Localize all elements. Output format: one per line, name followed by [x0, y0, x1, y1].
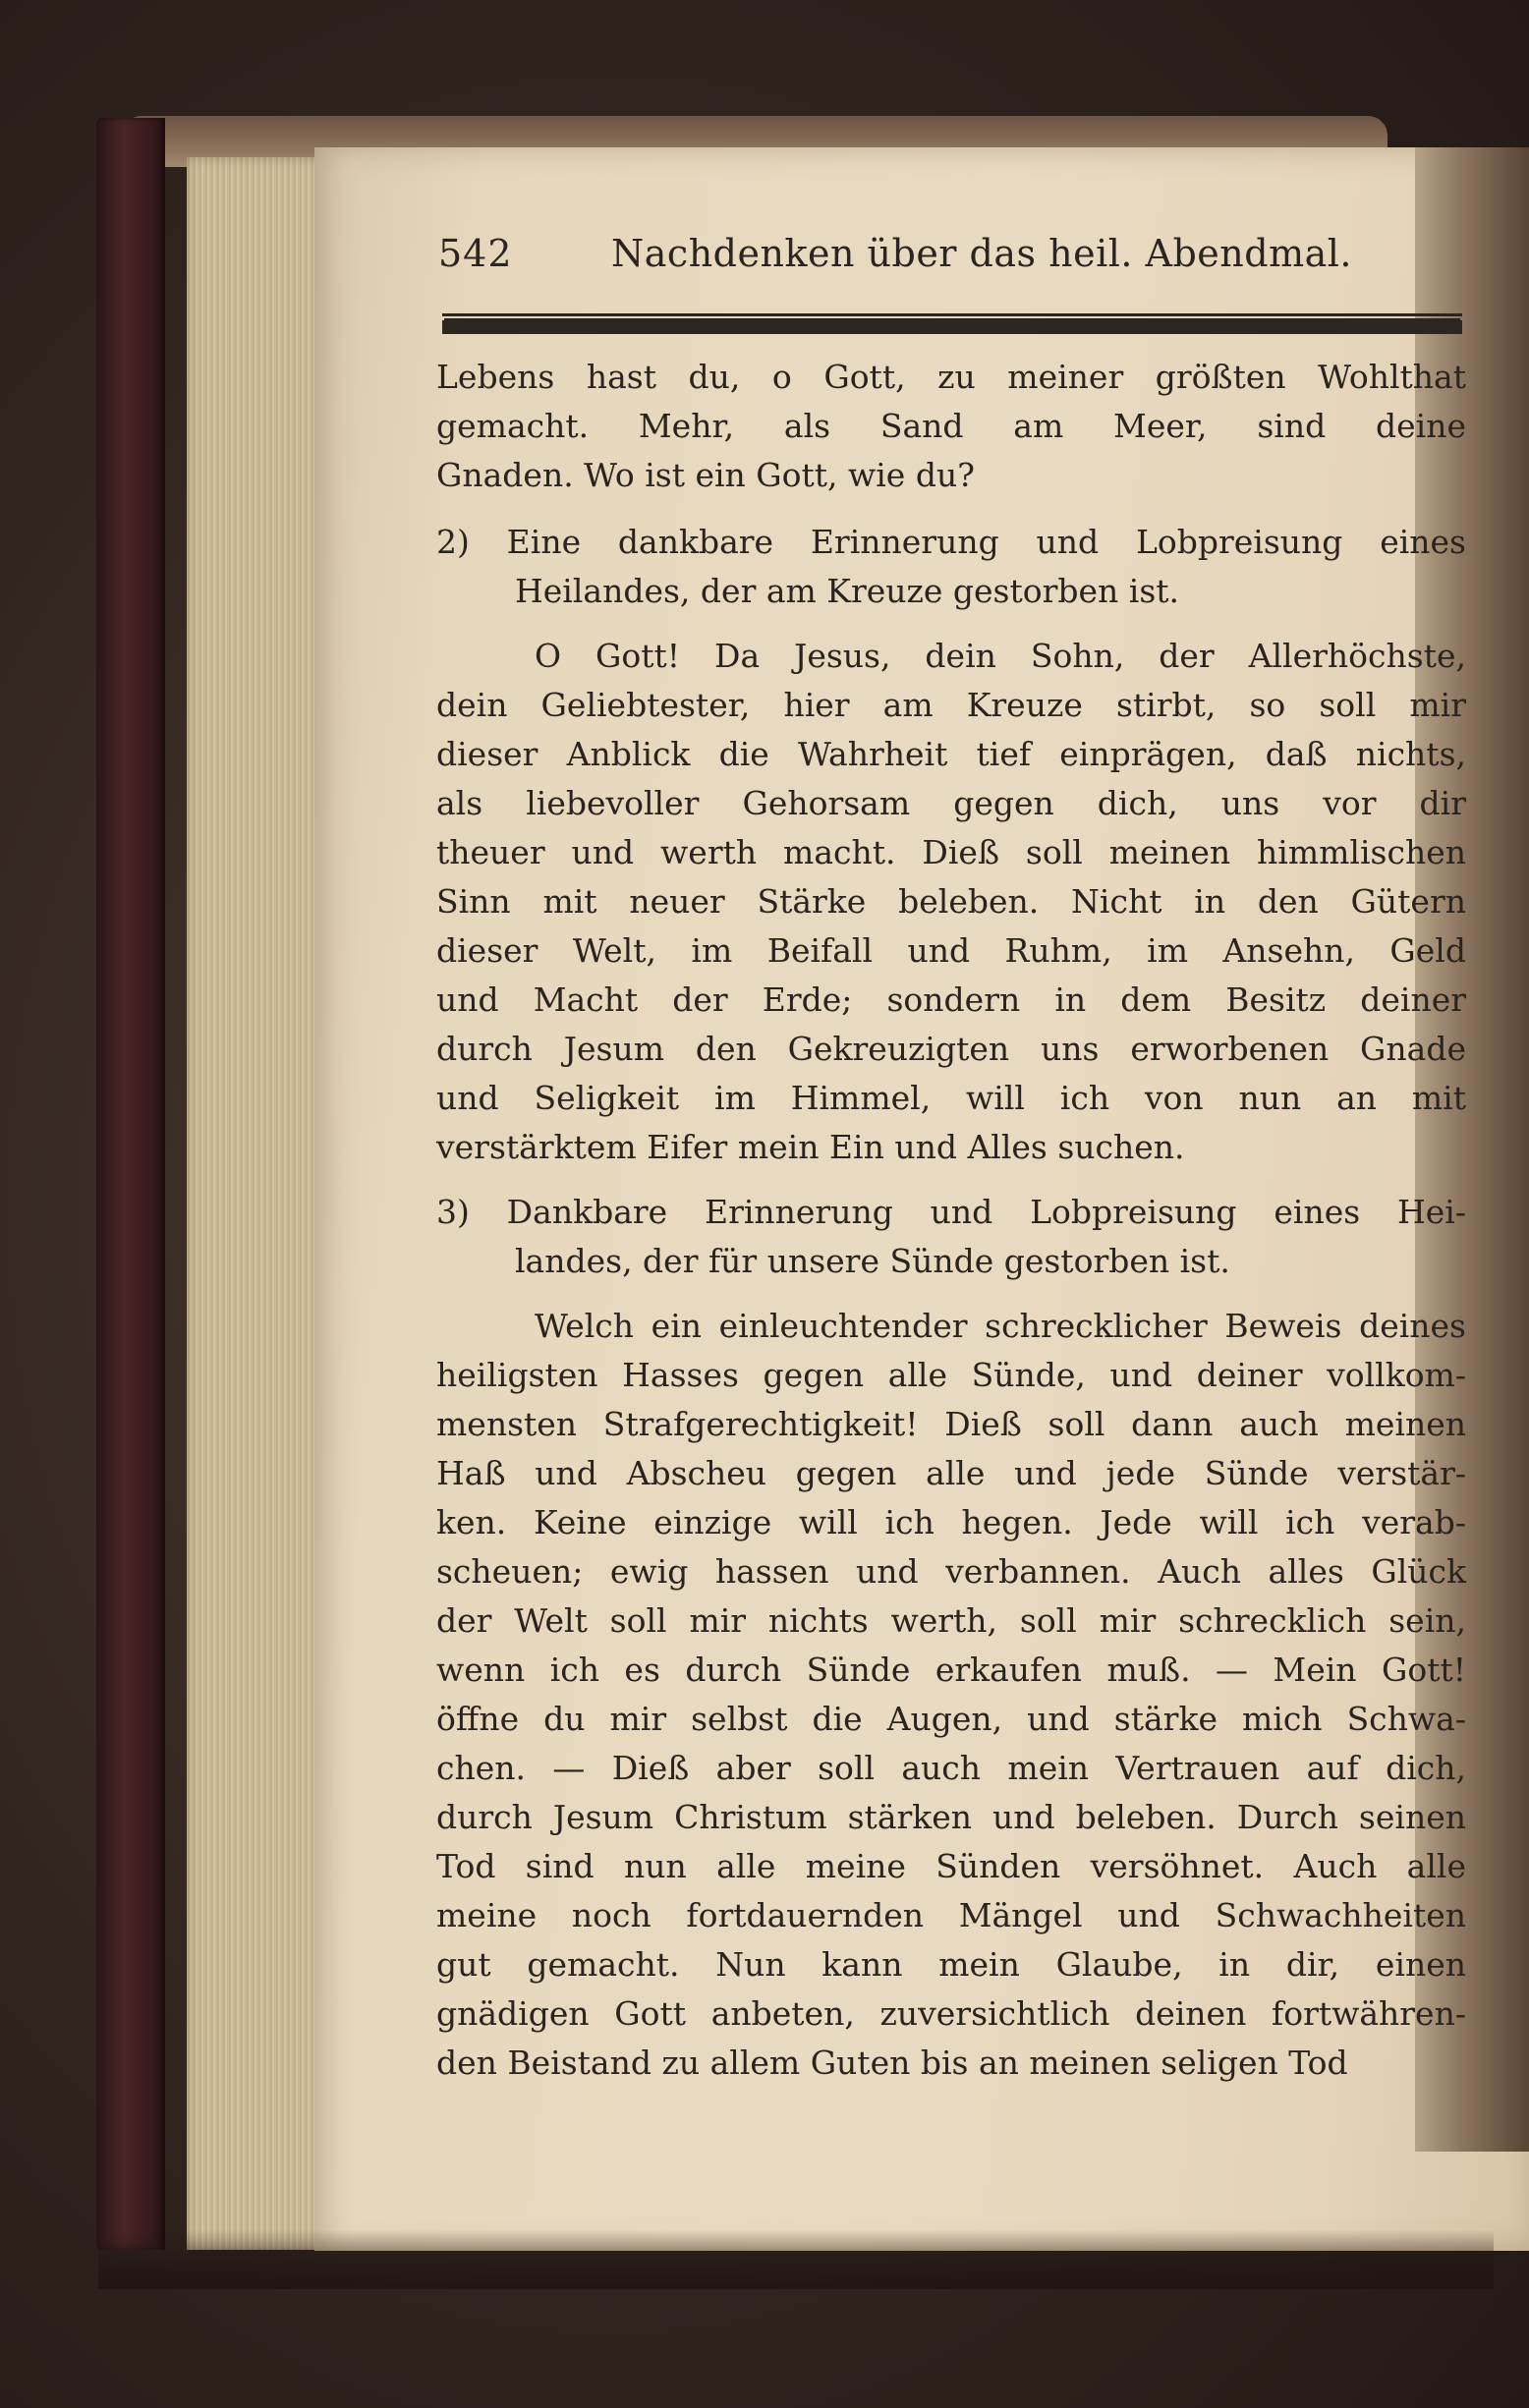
text-line: Haß und Abscheu gegen alle und jede Sünde verstär-: [436, 1454, 1466, 1492]
text-line: scheuen; ewig hassen und verbannen. Auch alles Glück: [436, 1552, 1466, 1591]
text-line: ken. Keine einzige will ich hegen. Jede will ich verab-: [436, 1503, 1466, 1541]
text-line: dieser Anblick die Wahrheit tief einprägen, daß nichts,: [436, 735, 1466, 773]
text-line: Welch ein einleuchtender schrecklicher Beweis deines: [535, 1307, 1466, 1345]
text-line: als liebevoller Gehorsam gegen dich, uns vor dir: [436, 784, 1466, 822]
text-line: chen. — Dieß aber soll auch mein Vertrauen auf dich,: [436, 1749, 1466, 1787]
text-line: verstärktem Eifer mein Ein und Alles suchen.: [436, 1128, 1185, 1166]
text-line: Lebens hast du, o Gott, zu meiner größten Wohlthat: [436, 358, 1466, 396]
section-heading-line: 3) Dankbare Erinnerung und Lobpreisung eines Hei-: [436, 1193, 1466, 1231]
text-line: O Gott! Da Jesus, dein Sohn, der Allerhöchste,: [535, 637, 1466, 675]
text-line: wenn ich es durch Sünde erkaufen muß. — Mein Gott!: [436, 1651, 1466, 1689]
text-line: gut gemacht. Nun kann mein Glaube, in dir, einen: [436, 1945, 1466, 1984]
text-line: Gnaden. Wo ist ein Gott, wie du?: [436, 456, 975, 494]
section-heading-line: Heilandes, der am Kreuze gestorben ist.: [515, 572, 1180, 610]
page-number: 542: [438, 232, 513, 275]
running-head: Nachdenken über das heil. Abendmal.: [611, 232, 1353, 275]
text-line: heiligsten Hasses gegen alle Sünde, und deiner vollkom-: [436, 1356, 1466, 1394]
text-line: dein Geliebtester, hier am Kreuze stirbt, so soll mir: [436, 686, 1466, 724]
text-line: gemacht. Mehr, als Sand am Meer, sind deine: [436, 407, 1466, 445]
text-line: durch Jesum den Gekreuzigten uns erworbenen Gnade: [436, 1030, 1466, 1068]
text-line: durch Jesum Christum stärken und beleben. Durch seinen: [436, 1798, 1466, 1836]
text-line: meine noch fortdauernden Mängel und Schwachheiten: [436, 1896, 1466, 1934]
page-edges: [187, 157, 334, 2250]
header-rule: [442, 320, 1462, 334]
bottom-shadow: [98, 2230, 1494, 2289]
book-spine: [96, 118, 165, 2250]
text-line: mensten Strafgerechtigkeit! Dieß soll dann auch meinen: [436, 1405, 1466, 1443]
text-line: öffne du mir selbst die Augen, und stärke mich Schwa-: [436, 1700, 1466, 1738]
text-line: Tod sind nun alle meine Sünden versöhnet. Auch alle: [436, 1847, 1466, 1885]
text-line: gnädigen Gott anbeten, zuversichtlich deinen fortwähren-: [436, 1994, 1466, 2033]
text-line: theuer und werth macht. Dieß soll meinen himmlischen: [436, 833, 1466, 871]
page-header: [438, 232, 1462, 291]
text-line: und Macht der Erde; sondern in dem Besitz deiner: [436, 980, 1466, 1019]
text-line: Sinn mit neuer Stärke beleben. Nicht in den Gütern: [436, 882, 1466, 921]
section-heading-line: 2) Eine dankbare Erinnerung und Lobpreisung eines: [436, 523, 1466, 561]
text-line: den Beistand zu allem Guten bis an meinen seligen Tod: [436, 2044, 1348, 2082]
text-line: dieser Welt, im Beifall und Ruhm, im Ansehn, Geld: [436, 931, 1466, 970]
text-line: und Seligkeit im Himmel, will ich von nun an mit: [436, 1079, 1466, 1117]
section-heading-line: landes, der für unsere Sünde gestorben ist.: [515, 1242, 1230, 1280]
text-line: der Welt soll mir nichts werth, soll mir schrecklich sein,: [436, 1601, 1466, 1640]
